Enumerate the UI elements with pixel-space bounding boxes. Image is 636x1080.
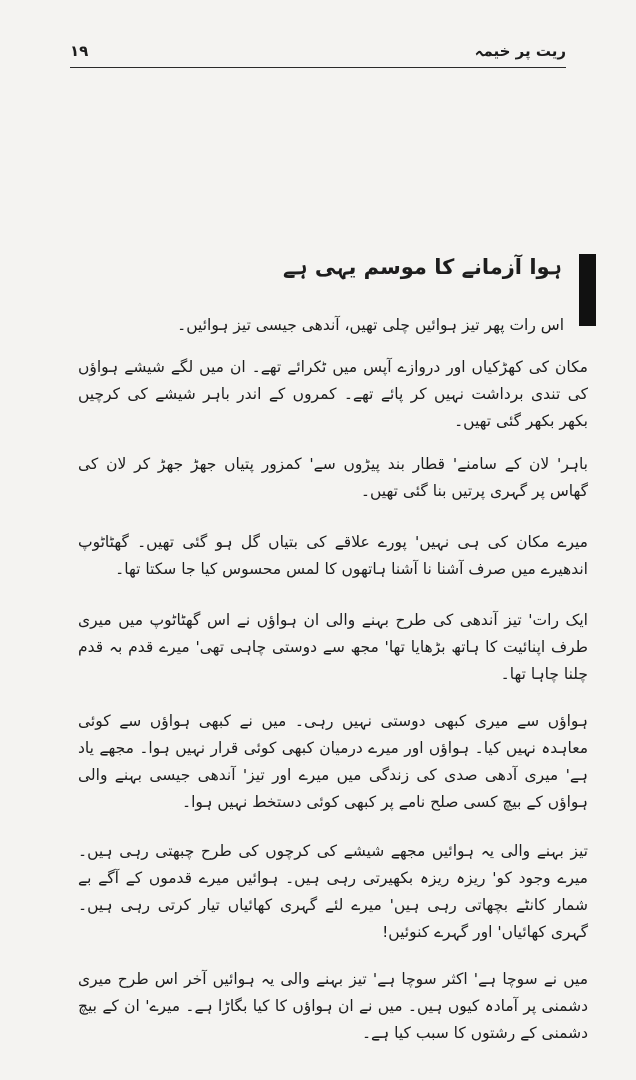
paragraph: ایک رات' تیز آندھی کی طرح بہنے والی ان ہواؤں نے اس گھٹاٹوپ میں میری طرف اپنائیت کا ہاتھ بڑھایا تھا' مجھ سے دوستی چاہی تھی' میرے قدم بہ قدم چلنا چاہا تھا۔ xyxy=(78,611,588,683)
running-title: ریت پر خیمہ xyxy=(474,42,566,60)
page-number: ۱۹ xyxy=(70,42,89,60)
paragraph: ہواؤں سے میری کبھی دوستی نہیں رہی۔ میں نے کبھی ہواؤں سے کوئی معاہدہ نہیں کیا۔ ہواؤں اور میرے درمیان کبھی کوئی قرار نہیں ہوا۔ مجھے یاد ہے' میری آدھی صدی کی زندگی میں میرے اور تیز' آندھی جیسی بہنے والی ہواؤں کے بیچ کسی صلح نامے پر کبھی کوئی دستخط نہیں ہوا۔ xyxy=(78,712,588,811)
paragraph-intro: اس رات پھر تیز ہوائیں چلی تھیں، آندھی جیسی تیز ہوائیں۔ xyxy=(177,316,564,334)
page-header xyxy=(70,42,566,70)
paragraph: مکان کی کھڑکیاں اور دروازے آپس میں ٹکرائے تھے۔ ان میں لگے شیشے ہواؤں کی تندی برداشت نہیں کر پائے تھے۔ کمروں کے اندر باہر شیشے کی کرچیں بکھر بکھر گئی تھیں۔ xyxy=(78,358,588,430)
paragraph: میرے مکان کی ہی نہیں' پورے علاقے کی بتیاں گل ہو گئی تھیں۔ گھٹاٹوپ اندھیرے میں صرف آشنا نا آشنا ہاتھوں کا لمس محسوس کیا جا سکتا تھا۔ xyxy=(78,533,588,578)
chapter-title: ہوا آزمانے کا موسم یہی ہے xyxy=(282,255,562,279)
paragraph: تیز بہنے والی یہ ہوائیں مجھے شیشے کی کرچوں کی طرح چبھتی رہی ہیں۔ میرے وجود کو' ریزہ ریزہ بکھیرتی رہی ہیں۔ ہوائیں میرے قدموں کے آگے بے شمار کانٹے بچھاتی رہی ہیں' میرے لئے گہری کھائیاں تیار کرتی رہی ہیں۔ گہری کھائیاں' اور گہرے کنوئیں! xyxy=(78,842,588,941)
header-rule xyxy=(70,67,566,68)
paragraph: باہر' لان کے سامنے' قطار بند پیڑوں سے' کمزور پتیاں جھڑ جھڑ کر لان کی گھاس پر گہری پرتیں بنا گئی تھیں۔ xyxy=(78,455,588,500)
chapter-body xyxy=(78,312,588,1063)
paragraph: میں نے سوچا ہے' اکثر سوچا ہے' تیز بہنے والی یہ ہوائیں آخر اس طرح میری دشمنی پر آمادہ کیوں ہیں۔ میں نے ان ہواؤں کا کیا بگاڑا ہے۔ میرے' ان کے بیچ دشمنی کے رشتوں کا سبب کیا ہے۔ xyxy=(78,970,588,1042)
